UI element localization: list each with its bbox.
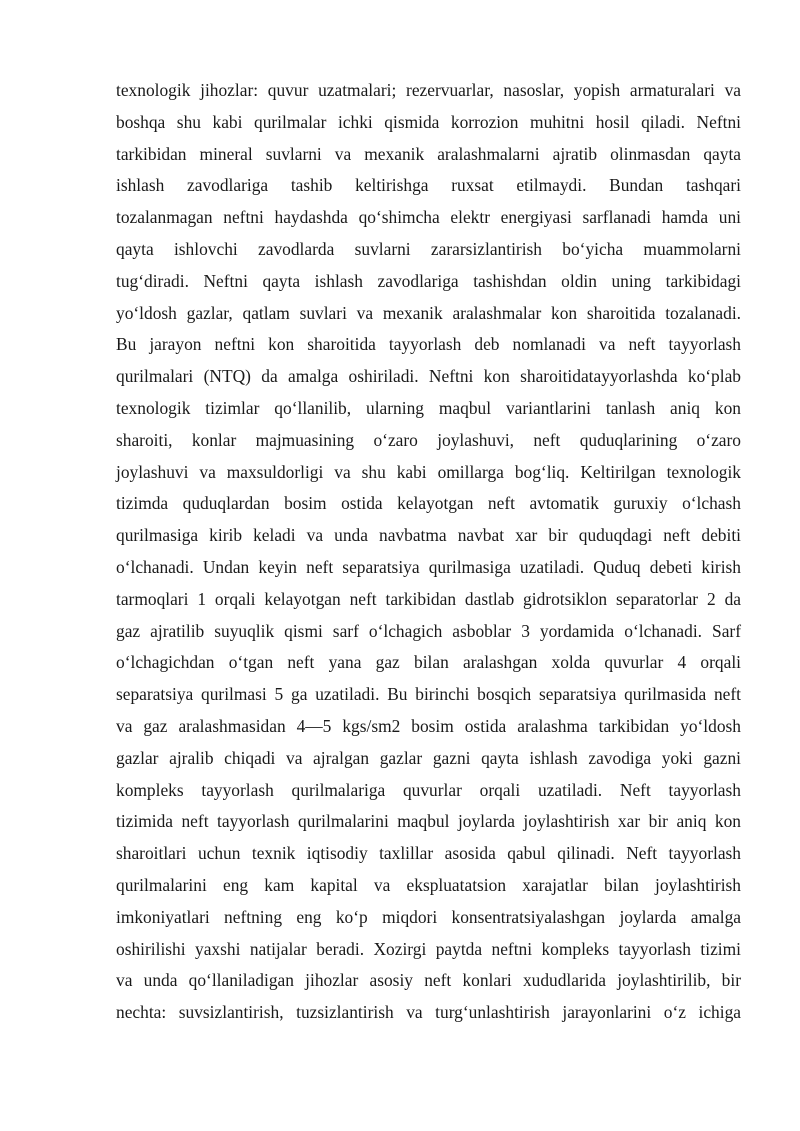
text-line: tizimida neft tayyorlash qurilmalarini maqbul joylarda joylashtirish xar bir aniq kon — [116, 811, 741, 832]
body-paragraph — [116, 75, 741, 1029]
text-line: separatsiya qurilmasi 5 ga uzatiladi. Bu birinchi bosqich separatsiya qurilmasida neft — [116, 684, 741, 705]
text-line: Bu jarayon neftni kon sharoitida tayyorlash deb nomlanadi va neft tayyorlash — [116, 334, 741, 355]
text-line: texnologik tizimlar qo‘llanilib, ularning maqbul variantlarini tanlash aniq kon — [116, 397, 741, 418]
text-line: nechta: suvsizlantirish, tuzsizlantirish va turg‘unlashtirish jarayonlarini o‘z ichiga — [116, 1002, 741, 1023]
text-line: o‘lchagichdan o‘tgan neft yana gaz bilan aralashgan xolda quvurlar 4 orqali — [116, 652, 741, 673]
text-line: tarmoqlari 1 orqali kelayotgan neft tarkibidan dastlab gidrotsiklon separatorlar 2 da — [116, 588, 741, 609]
text-line: va gaz aralashmasidan 4—5 kgs/sm2 bosim ostida aralashma tarkibidan yo‘ldosh — [116, 715, 741, 736]
text-line: boshqa shu kabi qurilmalar ichki qismida korrozion muhitni hosil qiladi. Neftni — [116, 111, 741, 132]
text-line: o‘lchanadi. Undan keyin neft separatsiya qurilmasiga uzatiladi. Quduq debeti kirish — [116, 556, 741, 577]
text-line: kompleks tayyorlash qurilmalariga quvurlar orqali uzatiladi. Neft tayyorlash — [116, 779, 741, 800]
text-line: qayta ishlovchi zavodlarda suvlarni zararsizlantirish bo‘yicha muammolarni — [116, 238, 741, 259]
text-line: va unda qo‘llaniladigan jihozlar asosiy neft konlari xududlarida joylashtirilib, bir — [116, 970, 741, 991]
text-line: tozalanmagan neftni haydashda qo‘shimcha elektr energiyasi sarflanadi hamda uni — [116, 207, 741, 228]
text-line: tizimda quduqlardan bosim ostida kelayotgan neft avtomatik guruxiy o‘lchash — [116, 493, 741, 514]
text-line: ishlash zavodlariga tashib keltirishga ruxsat etilmaydi. Bundan tashqari — [116, 175, 741, 196]
text-line: joylashuvi va maxsuldorligi va shu kabi omillarga bog‘liq. Keltirilgan texnologik — [116, 461, 741, 482]
text-line: gazlar ajralib chiqadi va ajralgan gazlar gazni qayta ishlash zavodiga yoki gazni — [116, 747, 741, 768]
text-line: yo‘ldosh gazlar, qatlam suvlari va mexanik aralashmalar kon sharoitida tozalanadi. — [116, 302, 741, 323]
text-line: qurilmasiga kirib keladi va unda navbatma navbat xar bir quduqdagi neft debiti — [116, 525, 741, 546]
text-line: gaz ajratilib suyuqlik qismi sarf o‘lchagich asboblar 3 yordamida o‘lchanadi. Sarf — [116, 620, 741, 641]
text-line: tarkibidan mineral suvlarni va mexanik aralashmalarni ajratib olinmasdan qayta — [116, 143, 741, 164]
text-line: imkoniyatlari neftning eng ko‘p miqdori konsentratsiyalashgan joylarda amalga — [116, 906, 741, 927]
text-line: qurilmalarini eng kam kapital va ekspluatatsion xarajatlar bilan joylashtirish — [116, 874, 741, 895]
text-line: oshirilishi yaxshi natijalar beradi. Xozirgi paytda neftni kompleks tayyorlash tizimi — [116, 938, 741, 959]
text-line: qurilmalari (NTQ) da amalga oshiriladi. Neftni kon sharoitidatayyorlashda ko‘plab — [116, 366, 741, 387]
text-line: tug‘diradi. Neftni qayta ishlash zavodlariga tashishdan oldin uning tarkibidagi — [116, 270, 741, 291]
text-line: sharoiti, konlar majmuasining o‘zaro joylashuvi, neft quduqlarining o‘zaro — [116, 429, 741, 450]
text-line: sharoitlari uchun texnik iqtisodiy taxlillar asosida qabul qilinadi. Neft tayyorlash — [116, 843, 741, 864]
text-line: texnologik jihozlar: quvur uzatmalari; rezervuarlar, nasoslar, yopish armaturalari va — [116, 80, 741, 100]
